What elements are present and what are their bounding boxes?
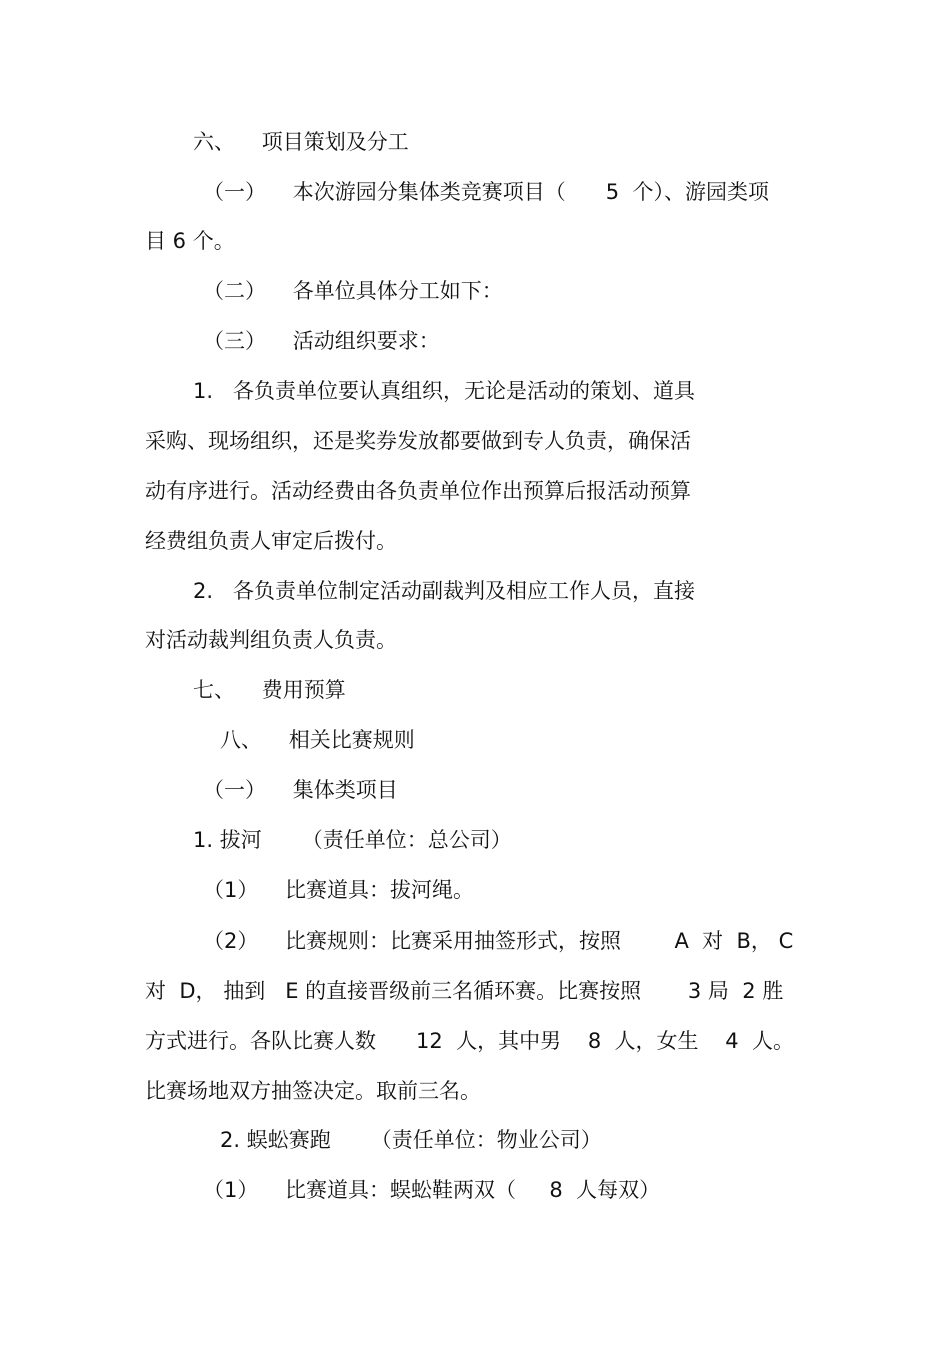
paragraph-line: （1） 比赛道具：拔河绳。: [203, 878, 475, 902]
paragraph-line: （一） 本次游园分集体类竞赛项目（ 5 个）、游园类项: [203, 180, 769, 204]
section-heading-8: 八、 相关比赛规则: [220, 728, 415, 752]
paragraph-line: 对 D， 抽到 E 的直接晋级前三名循环赛。比赛按照 3 局 2 胜: [145, 979, 784, 1003]
paragraph-line: 经费组负责人审定后拨付。: [145, 529, 397, 553]
paragraph-line: （1） 比赛道具：蜈蚣鞋两双（ 8 人每双）: [203, 1178, 661, 1202]
paragraph-line: 对活动裁判组负责人负责。: [145, 628, 397, 652]
paragraph-line: （2） 比赛规则：比赛采用抽签形式，按照 A 对 B， C: [203, 929, 794, 953]
paragraph-line: 2. 各负责单位制定活动副裁判及相应工作人员，直接: [193, 579, 696, 603]
item-heading: 1. 拔河 （责任单位：总公司）: [193, 828, 512, 852]
paragraph-line: 1. 各负责单位要认真组织，无论是活动的策划、道具: [193, 379, 696, 403]
paragraph-line: 比赛场地双方抽签决定。取前三名。: [145, 1079, 481, 1103]
item-heading: 2. 蜈蚣赛跑 （责任单位：物业公司）: [220, 1128, 602, 1152]
paragraph-line: 目 6 个。: [145, 229, 235, 253]
paragraph-line: （二） 各单位具体分工如下：: [203, 279, 503, 303]
paragraph-line: （三） 活动组织要求：: [203, 329, 440, 353]
paragraph-line: 采购、现场组织，还是奖券发放都要做到专人负责，确保活: [145, 429, 691, 453]
section-heading-6: 六、 项目策划及分工: [193, 130, 409, 154]
paragraph-line: 动有序进行。活动经费由各负责单位作出预算后报活动预算: [145, 479, 691, 503]
subsection-heading: （一） 集体类项目: [203, 778, 398, 802]
paragraph-line: 方式进行。各队比赛人数 12 人，其中男 8 人，女生 4 人。: [145, 1029, 794, 1053]
section-heading-7: 七、 费用预算: [193, 678, 346, 702]
